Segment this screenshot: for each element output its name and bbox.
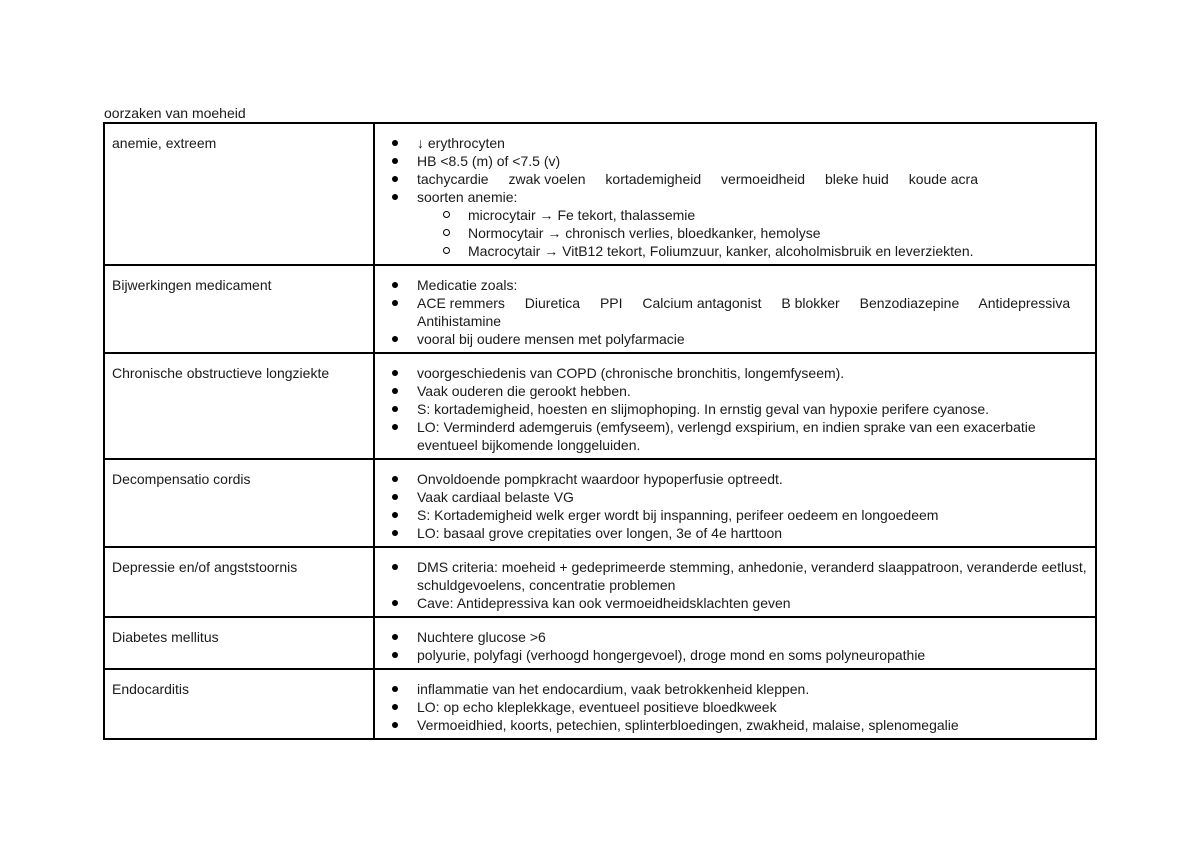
bullet-list xyxy=(382,470,1087,542)
list-item-text: S: Kortademigheid welk erger wordt bij inspanning, perifeer oedeem en longoedeem xyxy=(417,507,939,523)
sub-list-item: microcytair → Fe tekort, thalassemie xyxy=(468,206,1087,224)
list-item-term: Antidepressiva xyxy=(978,295,1071,311)
list-item xyxy=(417,330,1087,348)
bullet-list xyxy=(382,680,1087,734)
table-row xyxy=(104,547,1096,617)
list-item-term: zwak voelen xyxy=(508,171,586,187)
cause-cell: Diabetes mellitus xyxy=(104,617,374,669)
list-item-term: PPI xyxy=(599,295,623,311)
list-item-term: vermoeidheid xyxy=(721,171,806,187)
list-item-text: S: kortademigheid, hoesten en slijmophoping. In ernstig geval van hypoxie perifere cyanose. xyxy=(417,401,990,417)
list-item xyxy=(417,716,1087,734)
list-item-text: LO: op echo kleplekkage, eventueel positieve bloedkweek xyxy=(417,699,777,715)
list-item xyxy=(417,170,1087,188)
list-item-term: koude acra xyxy=(908,171,978,187)
cause-cell: Bijwerkingen medicament xyxy=(104,265,374,353)
list-item-term: Diuretica xyxy=(524,295,581,311)
table-row xyxy=(104,617,1096,669)
list-item-text: LO: basaal grove crepitaties over longen, 3e of 4e harttoon xyxy=(417,525,783,541)
causes-table-body xyxy=(104,123,1096,739)
list-item-text: HB <8.5 (m) of <7.5 (v) xyxy=(417,153,561,169)
list-item-term: kortademigheid xyxy=(605,171,702,187)
details-cell xyxy=(374,353,1096,459)
sub-list-item: Normocytair → chronisch verlies, bloedkanker, hemolyse xyxy=(468,224,1087,242)
list-item-text: Onvoldoende pompkracht waardoor hypoperfusie optreedt. xyxy=(417,471,783,487)
list-item-term: Benzodiazepine xyxy=(859,295,960,311)
sub-list xyxy=(417,206,1087,260)
table-row xyxy=(104,353,1096,459)
list-item-term: bleke huid xyxy=(825,171,889,187)
page-heading: oorzaken van moeheid xyxy=(104,105,246,121)
list-item xyxy=(417,276,1087,294)
details-cell xyxy=(374,617,1096,669)
list-item-text: voorgeschiedenis van COPD (chronische bronchitis, longemfyseem). xyxy=(417,365,845,381)
list-item xyxy=(417,646,1087,664)
cause-cell: Endocarditis xyxy=(104,669,374,739)
list-item xyxy=(417,470,1087,488)
list-item xyxy=(417,628,1087,646)
sub-list-item: Macrocytair → VitB12 tekort, Foliumzuur, kanker, alcoholmisbruik en leverziekten. xyxy=(468,242,1087,260)
cause-cell: anemie, extreem xyxy=(104,123,374,265)
list-item xyxy=(417,294,1087,330)
list-item-term: tachycardie xyxy=(417,171,489,187)
list-item xyxy=(417,364,1087,382)
list-item-text: Cave: Antidepressiva kan ook vermoeidheidsklachten geven xyxy=(417,595,791,611)
list-item-term: Antihistamine xyxy=(417,313,502,329)
bullet-list xyxy=(382,628,1087,664)
details-cell xyxy=(374,669,1096,739)
list-item xyxy=(417,524,1087,542)
cause-cell: Chronische obstructieve longziekte xyxy=(104,353,374,459)
bullet-list xyxy=(382,276,1087,348)
list-item-text: soorten anemie: xyxy=(417,189,518,205)
bullet-list xyxy=(382,134,1087,260)
list-item-text: LO: Verminderd ademgeruis (emfyseem), verlengd exspirium, en indien sprake van een exacerbatie eventueel bijkomende longgeluiden. xyxy=(417,419,1036,453)
details-cell xyxy=(374,547,1096,617)
list-item-term: Calcium antagonist xyxy=(642,295,762,311)
details-cell xyxy=(374,459,1096,547)
list-item xyxy=(417,400,1087,418)
list-item xyxy=(417,680,1087,698)
list-item xyxy=(417,382,1087,400)
table-row xyxy=(104,459,1096,547)
table-row xyxy=(104,669,1096,739)
list-item xyxy=(417,558,1087,594)
list-item xyxy=(417,418,1087,454)
list-item xyxy=(417,594,1087,612)
bullet-list xyxy=(382,558,1087,612)
list-item-text: polyurie, polyfagi (verhoogd hongergevoel), droge mond en soms polyneuropathie xyxy=(417,647,926,663)
list-item-text: inflammatie van het endocardium, vaak betrokkenheid kleppen. xyxy=(417,681,810,697)
table-row xyxy=(104,123,1096,265)
list-item xyxy=(417,506,1087,524)
list-item-text: ↓ erythrocyten xyxy=(417,135,505,151)
cause-cell: Decompensatio cordis xyxy=(104,459,374,547)
list-item-text: Vaak cardiaal belaste VG xyxy=(417,489,574,505)
list-item xyxy=(417,698,1087,716)
list-item-text: Vaak ouderen die gerookt hebben. xyxy=(417,383,631,399)
list-item xyxy=(417,488,1087,506)
details-cell xyxy=(374,123,1096,265)
bullet-list xyxy=(382,364,1087,454)
list-item-term: B blokker xyxy=(781,295,840,311)
details-cell xyxy=(374,265,1096,353)
causes-table xyxy=(103,122,1097,740)
list-item-text: Medicatie zoals: xyxy=(417,277,518,293)
list-item-text: vooral bij oudere mensen met polyfarmacie xyxy=(417,331,685,347)
list-item-term: ACE remmers xyxy=(417,295,505,311)
table-row xyxy=(104,265,1096,353)
list-item xyxy=(417,134,1087,152)
list-item-text: Vermoeidhied, koorts, petechien, splinterbloedingen, zwakheid, malaise, splenomegalie xyxy=(417,717,959,733)
list-item xyxy=(417,152,1087,170)
list-item xyxy=(417,188,1087,260)
list-item-text: DMS criteria: moeheid + gedeprimeerde stemming, anhedonie, veranderd slaappatroon, veranderde eetlust, schuldgevoelens, concentratie problemen xyxy=(417,559,1087,593)
cause-cell: Depressie en/of angststoornis xyxy=(104,547,374,617)
list-item-text: Nuchtere glucose >6 xyxy=(417,629,546,645)
